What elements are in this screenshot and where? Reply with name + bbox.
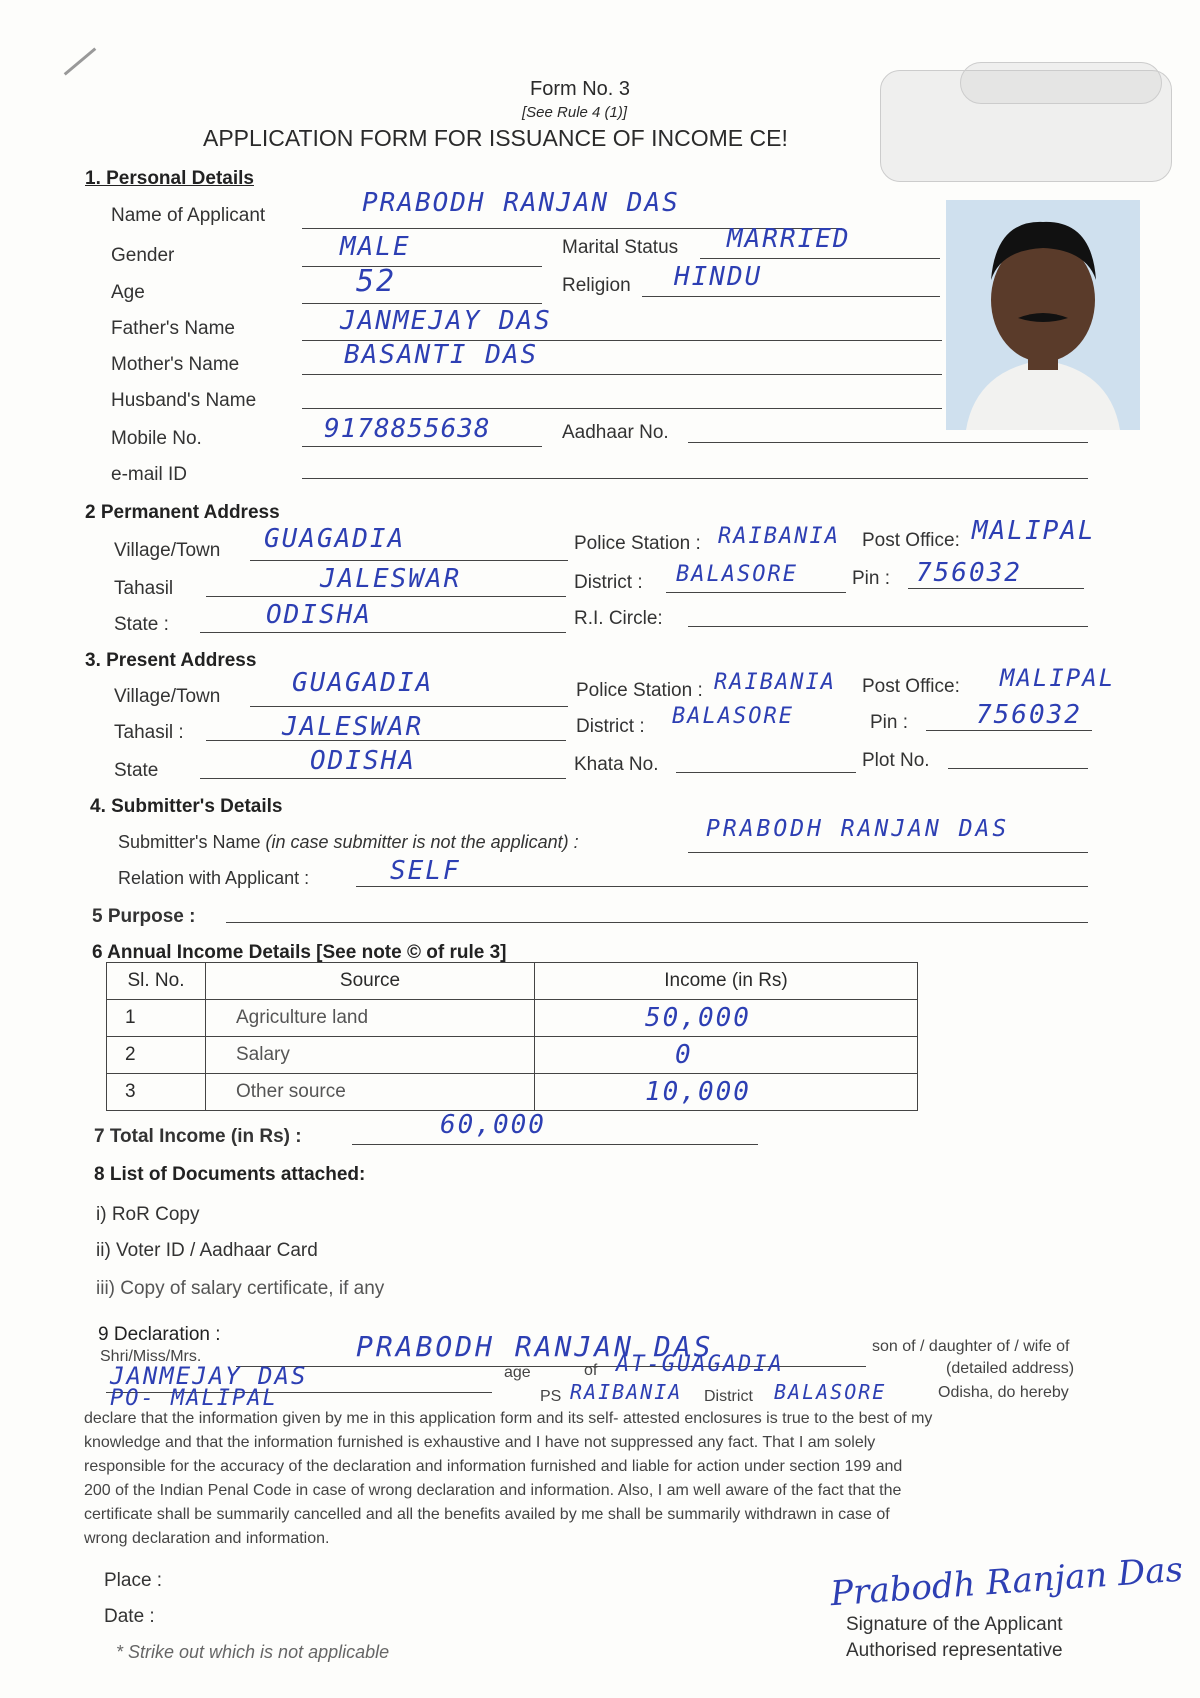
decl-text-line: 200 of the Indian Penal Code in case of wrong declaration and information. Also, I am well aware of the fact that the: [84, 1482, 902, 1499]
relation-field[interactable]: [356, 886, 1088, 887]
mother-name-value: BASANTI DAS: [344, 340, 539, 370]
perm-police-station-label: Police Station :: [574, 533, 701, 554]
pres-tahasil-label: Tahasil :: [114, 722, 184, 743]
section-permanent-address: 2 Permanent Address: [85, 502, 280, 523]
perm-village-value: GUAGADIA: [264, 524, 406, 554]
decl-son-of: son of / daughter of / wife of: [872, 1338, 1070, 1355]
decl-po-value: PO- MALIPAL: [110, 1386, 278, 1411]
decl-district-value: BALASORE: [774, 1380, 887, 1404]
document-item: ii) Voter ID / Aadhaar Card: [96, 1240, 318, 1261]
decl-text-line: wrong declaration and information.: [84, 1530, 330, 1547]
section-submitter-details: 4. Submitter's Details: [90, 796, 283, 817]
perm-state-value: ODISHA: [266, 600, 372, 630]
seal-stamp-inner: [960, 62, 1162, 104]
applicant-signature[interactable]: Prabodh Ranjan Das: [829, 1549, 1185, 1615]
submitter-name-text: Submitter's Name: [118, 832, 261, 852]
rule-reference: [See Rule 4 (1)]: [522, 104, 628, 121]
mobile-label: Mobile No.: [111, 428, 202, 449]
row-source: Agriculture land: [206, 1000, 535, 1037]
perm-village-field[interactable]: [250, 560, 568, 561]
email-label: e-mail ID: [111, 464, 188, 485]
perm-pin-label: Pin :: [852, 568, 891, 589]
decl-text-line: declare that the information given by me in this application form and its self- attested enclosures is true to the best of my: [84, 1410, 933, 1427]
pres-district-label: District :: [576, 716, 645, 737]
pres-state-label: State: [114, 760, 159, 781]
perm-state-label: State :: [114, 614, 169, 635]
gender-value: MALE: [340, 232, 411, 262]
perm-pin-field[interactable]: [908, 588, 1084, 589]
strike-note: * Strike out which is not applicable: [116, 1642, 390, 1662]
decl-of-label: of: [584, 1362, 598, 1379]
name-value: PRABODH RANJAN DAS: [362, 188, 680, 218]
marital-status-field[interactable]: [700, 258, 940, 259]
table-row: [107, 1037, 918, 1074]
perm-district-label: District :: [574, 572, 643, 593]
perm-state-field[interactable]: [200, 632, 566, 633]
mother-name-field[interactable]: [302, 374, 942, 375]
age-value: 52: [356, 264, 397, 299]
decl-state-text: Odisha, do hereby: [938, 1384, 1069, 1401]
pres-state-value: ODISHA: [310, 746, 416, 776]
col-income: Income (in Rs): [535, 963, 918, 1000]
authorised-representative-label: Authorised representative: [846, 1640, 1063, 1661]
perm-post-office-value: MALIPAL: [972, 516, 1096, 546]
husband-name-label: Husband's Name: [111, 390, 257, 411]
purpose-label: 5 Purpose :: [92, 906, 196, 927]
section-present-address: 3. Present Address: [85, 650, 257, 671]
decl-title-prefix: Shri/Miss/Mrs.: [100, 1348, 202, 1365]
perm-tahasil-field[interactable]: [206, 596, 566, 597]
age-label: Age: [111, 282, 145, 303]
pres-post-office-value: MALIPAL: [1000, 664, 1116, 692]
pres-village-label: Village/Town: [114, 686, 221, 707]
decl-text-line: certificate shall be summarily cancelled and all the benefits availed by me shall be summarily withdrawn in case of: [84, 1506, 890, 1523]
relation-value: SELF: [390, 856, 461, 886]
name-label: Name of Applicant: [111, 205, 266, 226]
decl-district-label: District: [704, 1388, 753, 1405]
row-amount-value: 50,000: [645, 1003, 751, 1033]
perm-village-label: Village/Town: [114, 540, 221, 561]
total-income-label: 7 Total Income (in Rs) :: [94, 1126, 302, 1147]
perm-tahasil-label: Tahasil: [114, 578, 174, 599]
document-item: iii) Copy of salary certificate, if any: [96, 1278, 385, 1299]
perm-ri-circle-label: R.I. Circle:: [574, 608, 663, 629]
section-declaration: 9 Declaration :: [98, 1324, 221, 1345]
form-title: APPLICATION FORM FOR ISSUANCE OF INCOME CE!: [203, 125, 788, 151]
submitter-name-note: (in case submitter is not the applicant) :: [265, 832, 579, 852]
section-personal-details: 1. Personal Details: [85, 168, 254, 189]
total-income-field[interactable]: [352, 1144, 758, 1145]
mobile-field[interactable]: [302, 446, 542, 447]
table-row: [107, 1074, 918, 1111]
pres-plot-label: Plot No.: [862, 750, 930, 771]
gender-label: Gender: [111, 245, 175, 266]
pres-village-field[interactable]: [250, 706, 568, 707]
staple-mark: [64, 47, 97, 75]
submitter-name-label: [118, 832, 579, 853]
total-income-value: 60,000: [440, 1110, 546, 1140]
religion-field[interactable]: [642, 296, 940, 297]
row-sl: 1: [107, 1000, 206, 1037]
pres-khata-field[interactable]: [676, 772, 856, 773]
decl-address-value: AT-GUAGADIA: [616, 1352, 784, 1377]
row-amount[interactable]: [535, 1037, 918, 1074]
mobile-value: 9178855638: [324, 414, 491, 444]
gender-field[interactable]: [302, 266, 542, 267]
perm-district-field[interactable]: [666, 592, 846, 593]
decl-ps-value: RAIBANIA: [570, 1380, 683, 1404]
income-table: [106, 962, 918, 1111]
row-sl: 2: [107, 1037, 206, 1074]
signature-label: Signature of the Applicant: [846, 1614, 1063, 1635]
religion-value: HINDU: [674, 262, 763, 292]
pres-state-field[interactable]: [200, 778, 566, 779]
decl-text-line: knowledge and that the information furnished is exhaustive and I have not suppressed any fact. That I am solely: [84, 1434, 876, 1451]
pres-pin-value: 756032: [976, 700, 1082, 730]
perm-ri-circle-field[interactable]: [688, 626, 1088, 627]
pres-pin-label: Pin :: [870, 712, 909, 733]
father-name-label: Father's Name: [111, 318, 236, 339]
table-row: [107, 1000, 918, 1037]
religion-label: Religion: [562, 275, 631, 296]
pres-pin-field[interactable]: [926, 730, 1092, 731]
decl-text-line: responsible for the accuracy of the declaration and information furnished and liable for action under section 199 and: [84, 1458, 903, 1475]
decl-age-label: age: [504, 1364, 531, 1381]
pres-police-station-value: RAIBANIA: [714, 670, 836, 695]
aadhaar-label: Aadhaar No.: [562, 422, 669, 443]
perm-pin-value: 756032: [916, 558, 1022, 588]
applicant-photo: [946, 200, 1140, 430]
document-item: i) RoR Copy: [96, 1204, 200, 1225]
col-sl-no: Sl. No.: [107, 963, 206, 1000]
date-label: Date :: [104, 1606, 155, 1627]
perm-post-office-label: Post Office:: [862, 530, 960, 551]
husband-name-field[interactable]: [302, 408, 942, 409]
pres-post-office-label: Post Office:: [862, 676, 960, 697]
decl-name-value: PRABODH RANJAN DAS: [356, 1330, 714, 1363]
pres-khata-label: Khata No.: [574, 754, 659, 775]
perm-tahasil-value: JALESWAR: [320, 564, 462, 594]
relation-label: Relation with Applicant :: [118, 868, 310, 888]
income-table-header: [107, 963, 918, 1000]
submitter-name-field[interactable]: [688, 852, 1088, 853]
pres-district-value: BALASORE: [672, 704, 794, 729]
row-sl: 3: [107, 1074, 206, 1111]
col-source: Source: [206, 963, 535, 1000]
pres-village-value: GUAGADIA: [292, 668, 434, 698]
decl-ps-label: PS: [540, 1388, 562, 1405]
decl-detailed-address: (detailed address): [946, 1360, 1075, 1377]
purpose-field[interactable]: [226, 922, 1088, 923]
marital-status-label: Marital Status: [562, 237, 679, 258]
form-number: Form No. 3: [530, 78, 631, 100]
marital-status-value: MARRIED: [727, 224, 851, 254]
place-label: Place :: [104, 1570, 163, 1591]
row-amount-value: 10,000: [645, 1077, 751, 1107]
perm-police-station-value: RAIBANIA: [718, 524, 840, 549]
pres-tahasil-value: JALESWAR: [282, 712, 424, 742]
row-amount-value: 0: [675, 1040, 693, 1070]
section-documents: 8 List of Documents attached:: [94, 1164, 366, 1185]
father-name-value: JANMEJAY DAS: [340, 306, 552, 336]
submitter-name-value: PRABODH RANJAN DAS: [706, 816, 1010, 842]
age-field[interactable]: [302, 303, 542, 304]
mother-name-label: Mother's Name: [111, 354, 240, 375]
row-source: Other source: [206, 1074, 535, 1111]
row-amount[interactable]: [535, 1000, 918, 1037]
aadhaar-field[interactable]: [688, 442, 1088, 443]
pres-police-station-label: Police Station :: [576, 680, 703, 701]
email-field[interactable]: [302, 478, 1088, 479]
pres-plot-field[interactable]: [948, 768, 1088, 769]
section-annual-income: 6 Annual Income Details [See note © of rule 3]: [92, 942, 507, 963]
perm-district-value: BALASORE: [676, 562, 798, 587]
decl-father-value: JANMEJAY DAS: [110, 1362, 308, 1390]
row-amount[interactable]: [535, 1074, 918, 1111]
row-source: Salary: [206, 1037, 535, 1074]
